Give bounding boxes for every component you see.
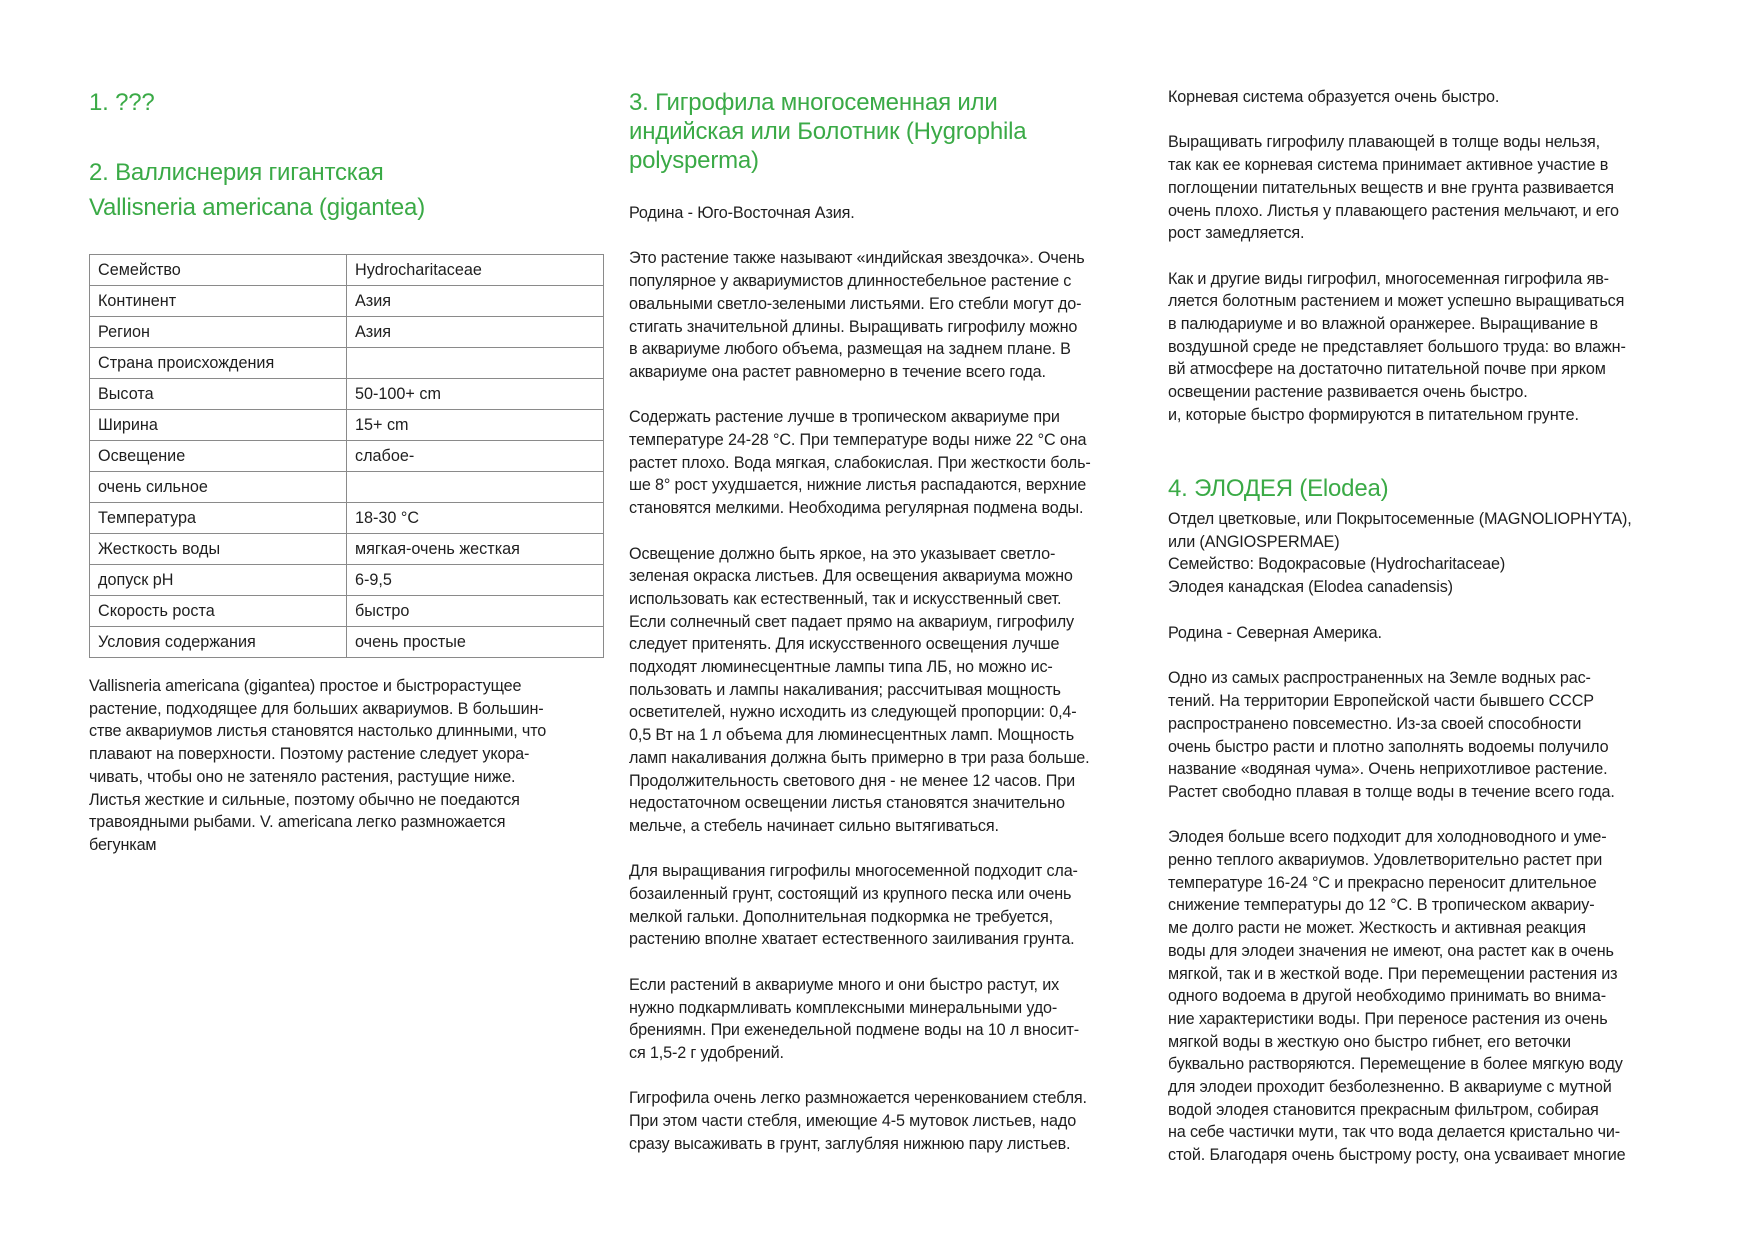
paragraph	[629, 543, 1149, 838]
table-row	[90, 627, 604, 658]
paragraph	[1168, 86, 1688, 109]
paragraph	[629, 1087, 1149, 1155]
text-line: тений. На территории Европейской части бывшего СССР	[1168, 692, 1594, 711]
text-line: растет плохо. Вода мягкая, слабокислая. При жесткости боль-	[629, 453, 1091, 472]
text-line: Для выращивания гигрофилы многосеменной подходит сла-	[629, 862, 1078, 881]
paragraph	[1168, 622, 1688, 645]
text-line: ние характеристики воды. При переносе растения из очень	[1168, 1009, 1608, 1028]
property-name: Высота	[90, 379, 347, 410]
table-row	[90, 472, 604, 503]
hygrophila-body	[629, 202, 1149, 1155]
text-line: воды для элодеи значения не имеют, она растет как в очень	[1168, 941, 1614, 960]
text-line: в палюдариуме и во влажной оранжерее. Выращивание в	[1168, 315, 1599, 333]
paragraph	[629, 974, 1149, 1065]
table-row	[90, 255, 604, 286]
section-2-heading	[89, 158, 604, 222]
text-line: Одно из самых распространенных на Земле водных рас-	[1168, 669, 1591, 688]
section-2-heading-ru: 2. Валлиснерия гигантская	[89, 159, 384, 186]
text-line: подходят люминесцентные лампы типа ЛБ, но можно ис-	[629, 658, 1053, 677]
table-row	[90, 596, 604, 627]
taxonomy-line: Семейство: Водокрасовые (Hydrocharitaceae)	[1168, 555, 1506, 574]
text-line: 0,5 Вт на 1 л объема для люминесцентных ламп. Мощность	[629, 726, 1075, 745]
text-line: снижение температуры до 12 °С. В тропическом аквариу-	[1168, 896, 1595, 915]
property-name: Ширина	[90, 410, 347, 441]
paragraph-gap	[629, 951, 1149, 974]
table-row	[90, 503, 604, 534]
text-line: стой. Благодаря очень быстрому росту, она усваивает многие	[1168, 1146, 1626, 1165]
text-line: ся 1,5-2 г удобрений.	[629, 1043, 784, 1062]
text-line: одного водоема в другой необходимо принимать во внима-	[1168, 987, 1606, 1006]
text-line: зеленая окраска листьев. Для освещения аквариума можно	[629, 567, 1073, 586]
property-value: 6-9,5	[347, 565, 604, 596]
text-line: рост замедляется.	[1168, 224, 1305, 243]
text-line: в аквариуме любого объема, размещая на заднем плане. В	[629, 340, 1071, 359]
property-name: Страна происхождения	[90, 348, 347, 379]
property-value	[347, 472, 604, 503]
text-line: чивать, чтобы оно не затеняло растения, растущие ниже.	[89, 767, 516, 786]
text-line: популярное у аквариумистов длинностебельное растение с	[629, 272, 1072, 291]
text-line: Растет свободно плавая в толще воды в течение всего года.	[1168, 782, 1615, 801]
table-row	[90, 410, 604, 441]
property-name: Освещение	[90, 441, 347, 472]
paragraph	[629, 860, 1149, 951]
text-line: очень быстро расти и плотно заполнять водоемы получило	[1168, 737, 1609, 756]
paragraph-gap	[629, 520, 1149, 543]
text-line: Содержать растение лучше в тропическом аквариуме при	[629, 408, 1060, 427]
paragraph-gap	[1168, 645, 1688, 668]
text-line: овальными светло-зелеными листьями. Его стебли могут до-	[629, 294, 1082, 313]
text-line: бегункам	[89, 835, 157, 854]
paragraph-gap	[1168, 109, 1688, 132]
section-2-heading-latin: Vallisneria americana (gigantea)	[89, 194, 425, 221]
property-value: быстро	[347, 596, 604, 627]
text-line: Если солнечный свет падает прямо на аквариум, гигрофилу	[629, 612, 1075, 631]
table-row	[90, 317, 604, 348]
text-line: стигать значительной длины. Выращивать гигрофилу можно	[629, 317, 1078, 336]
text-line: стве аквариумов листья становятся настолько длинными, что	[89, 722, 547, 741]
text-line: брениямн. При еженедельной подмене воды на 10 л вносит-	[629, 1021, 1079, 1040]
paragraph-gap	[1168, 245, 1688, 268]
table-row	[90, 534, 604, 565]
property-name: Скорость роста	[90, 596, 347, 627]
elodea-body	[1168, 622, 1688, 1167]
text-line: травоядными рыбами. V. americana легко размножается	[89, 813, 506, 832]
text-line: Родина - Северная Америка.	[1168, 624, 1382, 642]
text-line: нужно подкармливать комплексными минеральными удо-	[629, 998, 1058, 1017]
property-name: Континент	[90, 286, 347, 317]
text-line: воздушной среде не представляет большого труда: во влажн-	[1168, 337, 1626, 356]
text-line: водой элодея становится прекрасным фильтром, собирая	[1168, 1100, 1599, 1119]
text-line: ляется болотным растением и может успешно выращиваться	[1168, 292, 1625, 311]
text-line: мягкой воды в жесткую оно быстро гибнет, его веточки	[1168, 1032, 1571, 1051]
text-line: вй атмосфере на достаточно питательной почве при ярком	[1168, 360, 1606, 379]
table-row	[90, 565, 604, 596]
text-line: ренно теплого аквариумов. Удовлетворительно растет при	[1168, 851, 1603, 869]
heading-line: 3. Гигрофила многосеменная или	[629, 89, 998, 116]
text-line: плавают на поверхности. Поэтому растение следует укора-	[89, 745, 530, 764]
property-value	[347, 348, 604, 379]
paragraph	[1168, 826, 1688, 1167]
property-value: Азия	[347, 317, 604, 348]
text-line: Это растение также называют «индийская звездочка». Очень	[629, 249, 1085, 268]
text-line: очень плохо. Листья у плавающего растения мельчают, и его	[1168, 201, 1619, 220]
property-value: слабое-	[347, 441, 604, 472]
text-line: сразу высаживать в грунт, заглубляя нижнюю пару листьев.	[629, 1134, 1071, 1153]
hygrophila-continued	[1168, 86, 1688, 427]
property-name: Жесткость воды	[90, 534, 347, 565]
table-row	[90, 348, 604, 379]
paragraph-gap	[629, 1065, 1149, 1088]
text-line: буквально растворяются. Перемещение в более мягкую воду	[1168, 1055, 1623, 1074]
text-line: Продолжительность светового дня - не менее 12 часов. При	[629, 771, 1075, 790]
text-line: температуре 24-28 °С. При температуре воды ниже 22 °С она	[629, 431, 1087, 449]
text-line: Освещение должно быть яркое, на это указывает светло-	[629, 544, 1056, 563]
paragraph	[1168, 131, 1688, 245]
vallisneria-properties-table	[89, 254, 604, 658]
text-line: использовать как естественный, так и искусственный свет.	[629, 589, 1062, 608]
text-line: следует притенять. Для искусственного освещения лучше	[629, 635, 1060, 654]
text-line: Если растений в аквариуме много и они быстро растут, их	[629, 975, 1060, 994]
table-row	[90, 286, 604, 317]
text-line: При этом части стебля, имеющие 4-5 мутовок листьев, надо	[629, 1112, 1077, 1131]
text-line: мельче, а стебель начинает сильно вытягиваться.	[629, 816, 999, 835]
text-line: Vallisneria americana (gigantea) простое и быстрорастущее	[89, 677, 522, 695]
text-line: бозаиленный грунт, состоящий из крупного песка или очень	[629, 885, 1072, 904]
vallisneria-description	[89, 675, 604, 857]
property-name: Температура	[90, 503, 347, 534]
property-name: Регион	[90, 317, 347, 348]
text-line: растению вполне хватает естественного заиливания грунта.	[629, 930, 1075, 949]
table-row	[90, 441, 604, 472]
taxonomy-line: или (ANGIOSPERMAE)	[1168, 532, 1340, 551]
text-line: Как и другие виды гигрофил, многосеменная гигрофила яв-	[1168, 269, 1609, 288]
elodea-taxonomy	[1168, 508, 1688, 599]
table-row	[90, 379, 604, 410]
property-value: Азия	[347, 286, 604, 317]
property-name: очень сильное	[90, 472, 347, 503]
text-line: Родина - Юго-Восточная Азия.	[629, 204, 855, 222]
taxonomy-line: Отдел цветковые, или Покрытосеменные (MAGNOLIOPHYTA),	[1168, 510, 1632, 528]
heading-line: индийская или Болотник (Hygrophila	[629, 118, 1027, 145]
text-line: освещении растение развивается очень быстро.	[1168, 383, 1528, 402]
text-line: Элодея больше всего подходит для холодноводного и уме-	[1168, 828, 1607, 847]
text-line: на себе частички мути, так что вода делается кристально чи-	[1168, 1123, 1621, 1142]
paragraph	[1168, 667, 1688, 803]
property-value: мягкая-очень жесткая	[347, 534, 604, 565]
section-1-heading: 1. ???	[89, 89, 155, 116]
text-line: поглощении питательных веществ и вне грунта развивается	[1168, 178, 1614, 197]
property-value: 18-30 °C	[347, 503, 604, 534]
paragraph	[629, 202, 1149, 225]
text-line: мелкой гальки. Дополнительная подкормка не требуется,	[629, 907, 1053, 926]
text-line: пользовать и лампы накаливания; рассчитывая мощность	[629, 680, 1061, 699]
section-4-heading: 4. ЭЛОДЕЯ (Elodea)	[1168, 475, 1389, 502]
taxonomy-line: Элодея канадская (Elodea canadensis)	[1168, 578, 1453, 597]
text-line: осветителей, нужно исходить из следующей пропорции: 0,4-	[629, 703, 1077, 722]
text-line: и, которые быстро формируются в питательном грунте.	[1168, 405, 1579, 424]
property-name: Семейство	[90, 255, 347, 286]
text-line: распространено повсеместно. Из-за своей способности	[1168, 714, 1582, 733]
text-line: так как ее корневая система принимает активное участие в	[1168, 156, 1609, 175]
text-line: Листья жесткие и сильные, поэтому обычно не поедаются	[89, 790, 520, 809]
text-line: недостаточном освещении листья становятся значительно	[629, 794, 1065, 813]
text-line: температуре 16-24 °С и прекрасно переносит длительное	[1168, 873, 1597, 892]
text-line: мягкой, так и в жесткой воде. При перемещении растения из	[1168, 964, 1618, 983]
text-line: ше 8° рост ухудшается, нижние листья распадаются, верхние	[629, 476, 1087, 495]
heading-line: polysperma)	[629, 147, 759, 174]
paragraph	[629, 247, 1149, 383]
text-line: для элодеи проходит безболезненно. В аквариуме с мутной	[1168, 1078, 1612, 1097]
property-value: 15+ cm	[347, 410, 604, 441]
property-value: очень простые	[347, 627, 604, 658]
text-line: аквариуме она растет равномерно в течение всего года.	[629, 362, 1046, 381]
text-line: Выращивать гигрофилу плавающей в толще воды нельзя,	[1168, 133, 1600, 152]
paragraph-gap	[629, 384, 1149, 407]
property-name: допуск pH	[90, 565, 347, 596]
text-line: становятся мелкими. Необходима регулярная подмена воды.	[629, 499, 1084, 518]
paragraph	[1168, 268, 1688, 427]
property-value: 50-100+ cm	[347, 379, 604, 410]
paragraph-gap	[629, 838, 1149, 861]
paragraph-gap	[1168, 804, 1688, 827]
paragraph	[629, 406, 1149, 520]
text-line: ме долго расти не может. Жесткость и активная реакция	[1168, 919, 1586, 938]
property-name: Условия содержания	[90, 627, 347, 658]
text-line: растение, подходящее для больших аквариумов. В большин-	[89, 699, 544, 718]
text-line: название «водяная чума». Очень неприхотливое растение.	[1168, 760, 1608, 779]
paragraph-gap	[629, 225, 1149, 248]
text-line: ламп накаливания должна быть примерно в три раза больше.	[629, 748, 1090, 767]
text-line: Гигрофила очень легко размножается черенкованием стебля.	[629, 1089, 1087, 1108]
text-line: Корневая система образуется очень быстро.	[1168, 88, 1500, 106]
section-3-heading	[629, 88, 1149, 175]
property-value: Hydrocharitaceae	[347, 255, 604, 286]
